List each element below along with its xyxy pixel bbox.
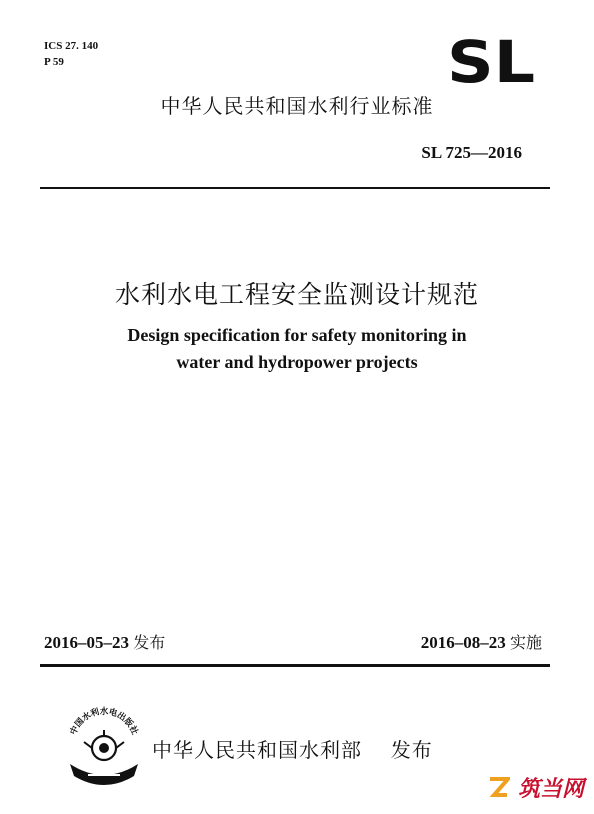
issue-date-block [44,630,165,653]
watermark-z-icon [488,776,510,800]
issue-date: 2016–05–23 [44,633,129,652]
sl-logo [445,36,537,86]
effective-date-block [421,630,542,653]
publisher-name: 中华人民共和国水利部 [152,738,362,762]
seal-text: 中国水利水电出版社 [68,707,140,737]
classification-codes [44,38,98,70]
title-english-line1: Design specification for safety monitoring in [127,325,467,345]
effective-date: 2016–08–23 [420,633,506,652]
watermark-logo [488,772,584,803]
ics-code: ICS 27. 140 [44,40,99,52]
standard-type: 中华人民共和国水利行业标准 [160,94,434,118]
p-code: P 59 [44,56,64,68]
effective-label: 实施 [509,633,542,652]
watermark-text: 筑当网 [517,777,584,802]
sl-logo-text: SL [447,36,535,86]
publisher-action: 发布 [390,738,433,762]
header-divider [40,187,550,189]
title-english-line2: water and hydropower projects [176,352,418,372]
standard-code: SL 725—2016 [421,143,522,162]
issue-label: 发布 [133,633,166,652]
footer-divider [40,664,550,667]
title-chinese: 水利水电工程安全监测设计规范 [114,280,479,309]
publisher-line [152,734,433,763]
publisher-seal [64,706,144,786]
